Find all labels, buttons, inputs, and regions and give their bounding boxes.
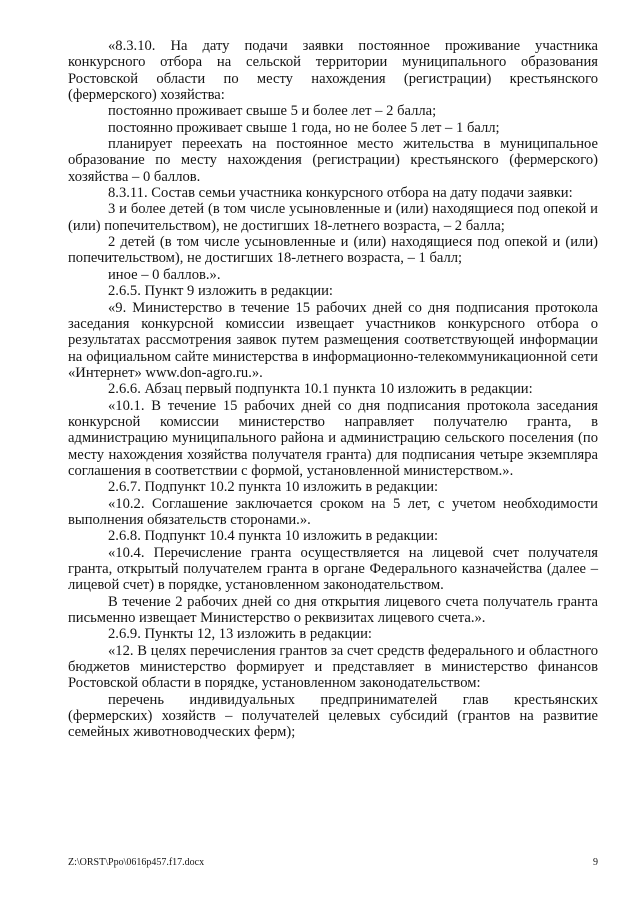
page-number: 9	[593, 857, 598, 868]
paragraph-plans-to-move: планирует переехать на постоянное место жительства в муниципальное образование по месту нахождения (регистрации) крестьянского (фермерского) хозяйства – 0 баллов.	[68, 136, 598, 185]
paragraph-2-6-9: 2.6.9. Пункты 12, 13 изложить в редакции:	[108, 626, 372, 643]
paragraph-2-6-7: 2.6.7. Подпункт 10.2 пункта 10 изложить в редакции:	[108, 479, 439, 496]
paragraph-over-5-years: постоянно проживает свыше 5 и более лет – 2 балла;	[108, 103, 437, 120]
paragraph-8-3-10: «8.3.10. На дату подачи заявки постоянное проживание участника конкурсного отбора на сельской территории муниципального образования Ростовской области по месту нахождения (регистрации) крестьянского (фермерского) хозяйства:	[68, 38, 598, 104]
file-path: Z:\ORST\Ppo\0616p457.f17.docx	[68, 857, 205, 868]
paragraph-10-1: «10.1. В течение 15 рабочих дней со дня подписания протокола заседания конкурсной комиссии министерство направляет получателю гранта, в администрацию муниципального района и администрацию сельского поселения (по месту нахождения хозяйства получателя гранта) для подписания четыре экземпляра соглашения в соответствии с формой, установленной министерством.».	[68, 397, 598, 479]
paragraph-2-children: 2 детей (в том числе усыновленные и (или) находящиеся под опекой и (или) попечительством), не достигших 18-летнего возраста, – 1 балл;	[68, 234, 598, 267]
paragraph-2-6-6: 2.6.6. Абзац первый подпункта 10.1 пункта 10 изложить в редакции:	[108, 381, 533, 398]
paragraph-2-6-8: 2.6.8. Подпункт 10.4 пункта 10 изложить в редакции:	[108, 528, 439, 545]
paragraph-8-3-11: 8.3.11. Состав семьи участника конкурсного отбора на дату подачи заявки:	[108, 185, 573, 202]
paragraph-10-2: «10.2. Соглашение заключается сроком на 5 лет, с учетом необходимости выполнения обязательств сторонами.».	[68, 495, 598, 528]
paragraph-other: иное – 0 баллов.».	[108, 266, 221, 283]
paragraph-account-notice: В течение 2 рабочих дней со дня открытия лицевого счета получатель гранта письменно извещает Министерство о реквизитах лицевого счета.».	[68, 593, 598, 627]
paragraph-3-children: 3 и более детей (в том числе усыновленные и (или) находящиеся под опекой и (или) попечительством), не достигших 18-летнего возраста, – 2 балла;	[68, 201, 598, 234]
document-body	[68, 38, 598, 741]
page-footer	[68, 857, 598, 869]
paragraph-recipients-list: перечень индивидуальных предпринимателей глав крестьянских (фермерских) хозяйств – получателей целевых субсидий (грантов на развитие семейных животноводческих ферм);	[68, 691, 598, 741]
paragraph-10-4: «10.4. Перечисление гранта осуществляется на лицевой счет получателя гранта, открытый получателем гранта в органе Федерального казначейства (далее – лицевой счет) в порядке, установленном законодательством.	[68, 544, 598, 594]
paragraph-point-9: «9. Министерство в течение 15 рабочих дней со дня подписания протокола заседания конкурсной комиссии извещает участников конкурсного отбора о результатах рассмотрения заявок путем размещения соответствующей информации на официальном сайте министерства в информационно-телекоммуникационной сети «Интернет» www.don-agro.ru.».	[68, 299, 598, 381]
paragraph-point-12: «12. В целях перечисления грантов за счет средств федерального и областного бюджетов министерство формирует и представляет в министерство финансов Ростовской области в порядке, установленном законодательством:	[68, 642, 598, 692]
paragraph-2-6-5: 2.6.5. Пункт 9 изложить в редакции:	[108, 283, 333, 300]
paragraph-over-1-year: постоянно проживает свыше 1 года, но не более 5 лет – 1 балл;	[108, 119, 500, 136]
